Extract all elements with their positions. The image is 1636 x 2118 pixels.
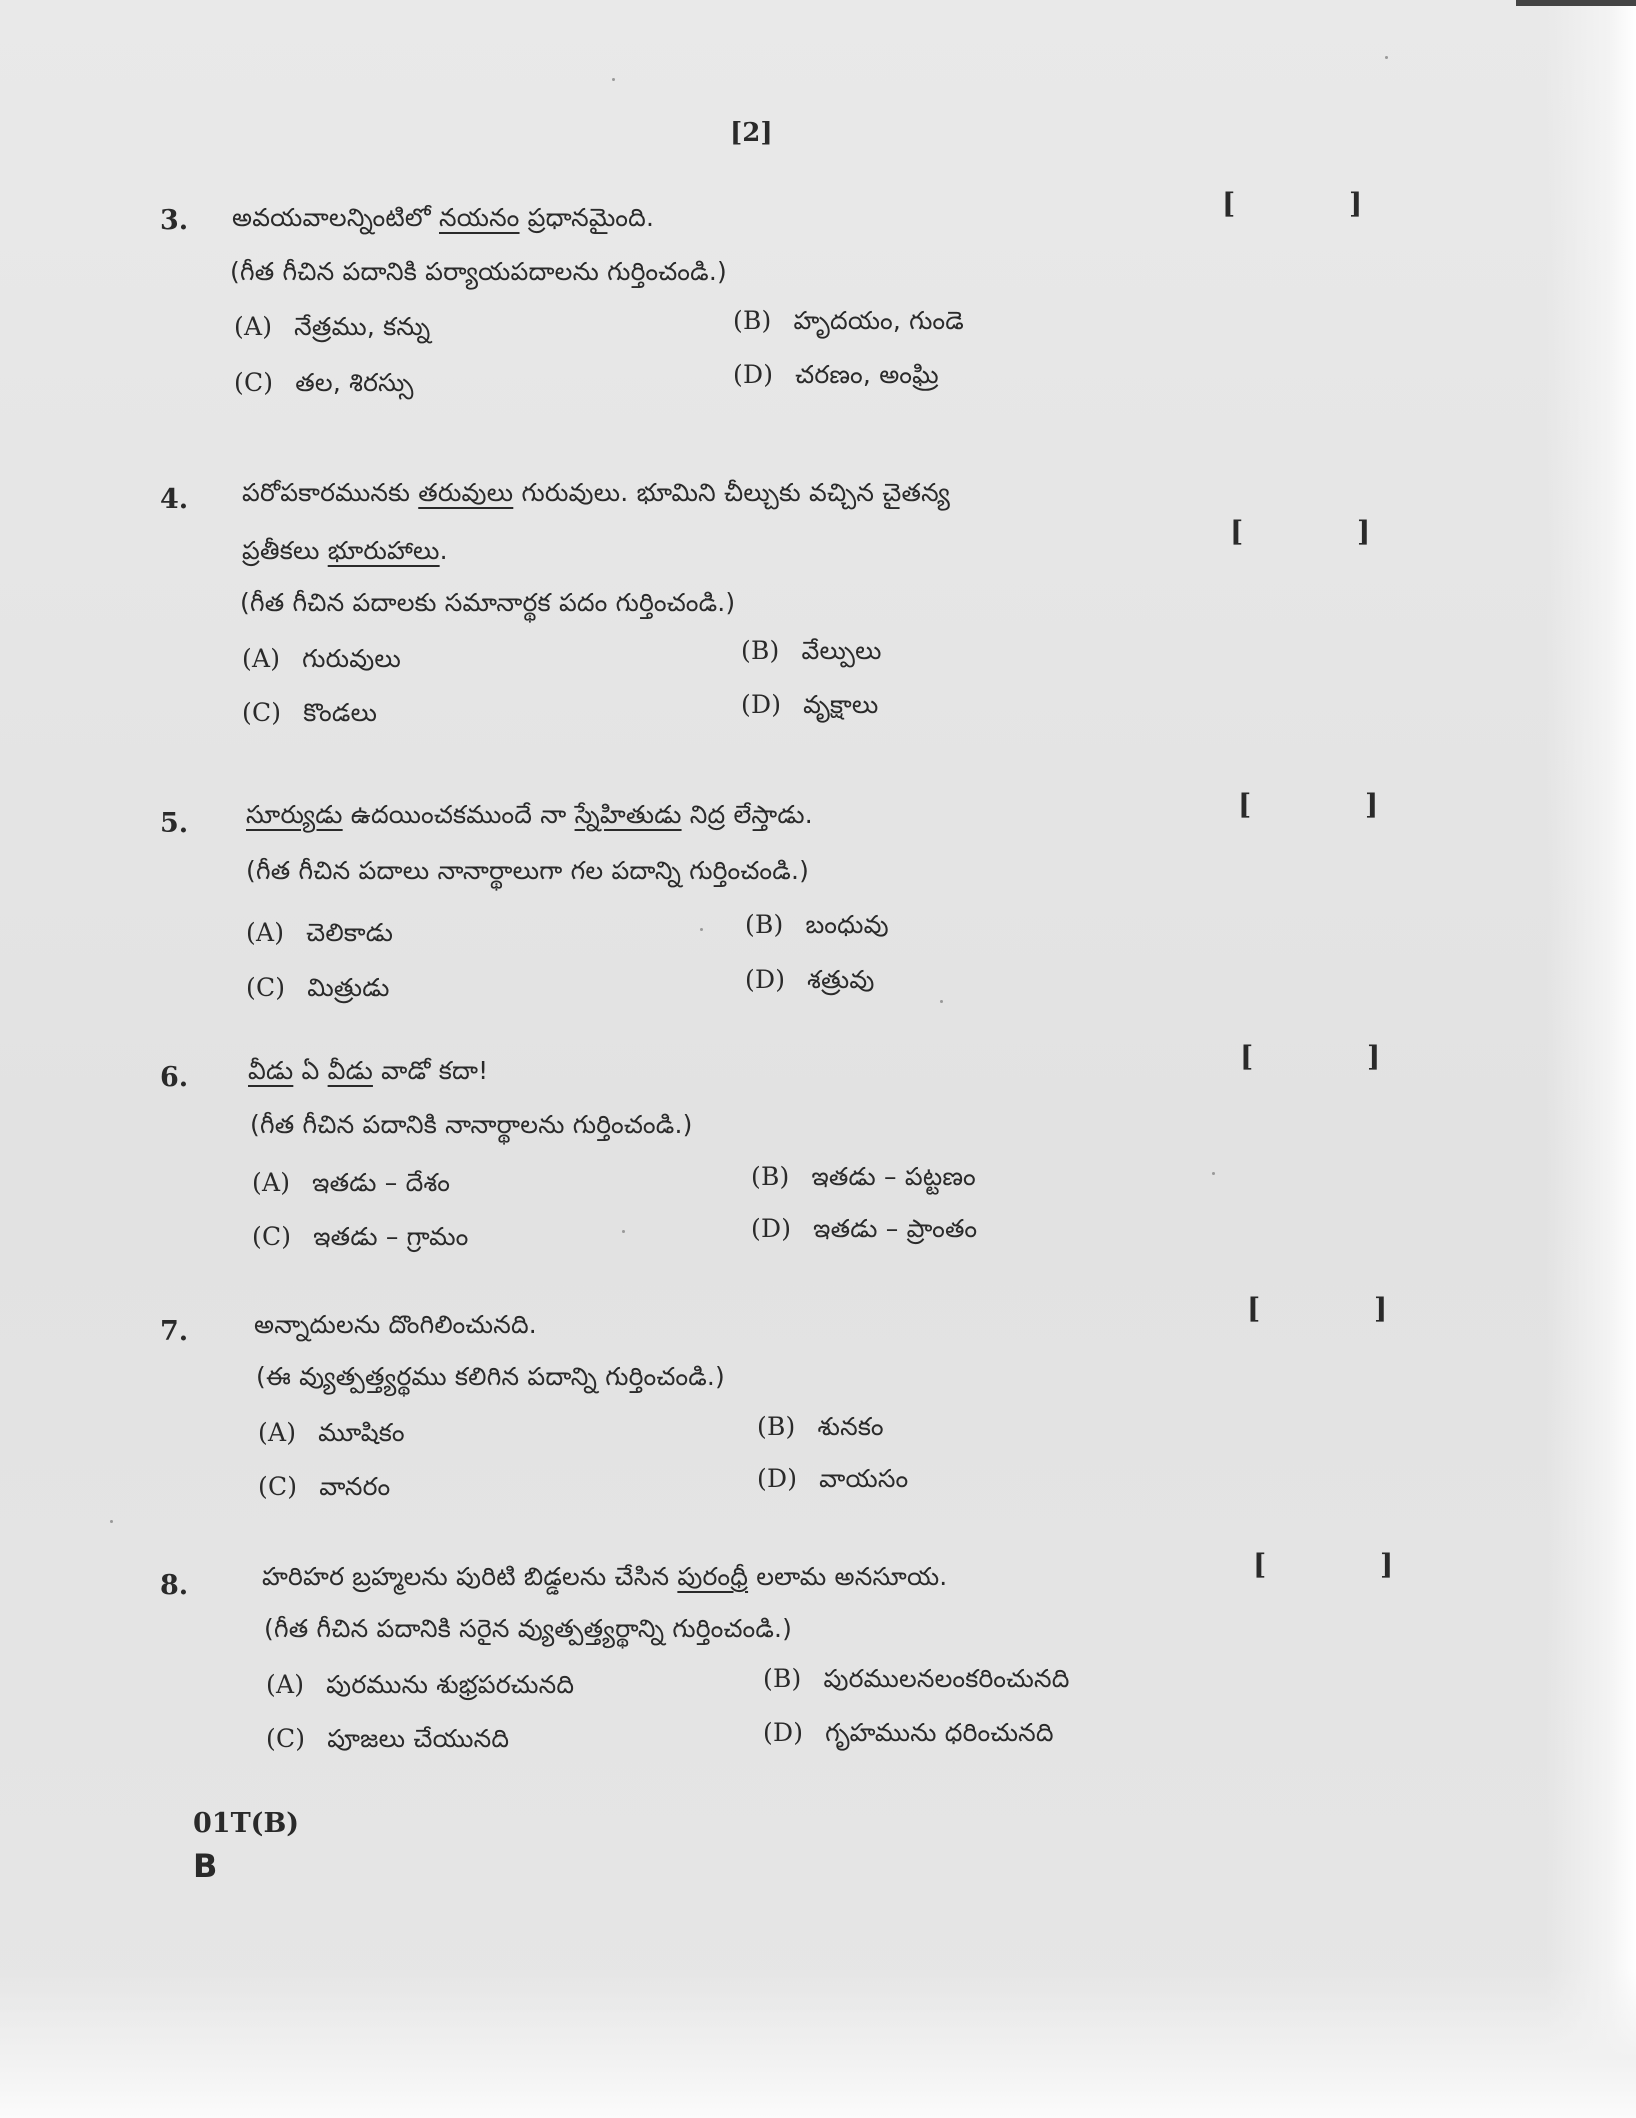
option-c[interactable]: (C) తల, శిరస్సు (234, 368, 414, 397)
option-d[interactable]: (D) వృక్షాలు (741, 690, 879, 719)
page-bottom-fade (0, 1968, 1636, 2118)
answer-bracket[interactable]: [ ] (1240, 1040, 1433, 1073)
question-instruction: (గీత గీచిన పదానికి సరైన వ్యుత్పత్త్యర్థాన్ని గుర్తించండి.) (264, 1614, 793, 1643)
question-number: 6. (160, 1062, 189, 1093)
scan-speck (940, 1000, 943, 1003)
option-a[interactable]: (A) నేత్రము, కన్ను (234, 312, 431, 341)
scan-speck (612, 78, 615, 81)
answer-bracket[interactable]: [ ] (1253, 1548, 1446, 1581)
page-edge-shadow (1546, 0, 1636, 2118)
question-instruction: (గీత గీచిన పదాలు నానార్థాలుగా గల పదాన్ని గుర్తించండి.) (246, 856, 810, 885)
option-c[interactable]: (C) కొండలు (242, 698, 378, 727)
question-text: వీడు ఏ వీడు వాడో కదా! (248, 1056, 489, 1085)
option-c[interactable]: (C) వానరం (258, 1472, 391, 1501)
underlined-word: తరువులు (418, 478, 514, 507)
question-text: పరోపకారమునకు తరువులు గురువులు. భూమిని చీల్చుకు వచ్చిన చైతన్య (242, 478, 951, 507)
question-instruction: (ఈ వ్యుత్పత్త్యర్థము కలిగిన పదాన్ని గుర్తించండి.) (256, 1362, 725, 1391)
page-number: [2] (730, 118, 773, 148)
option-b[interactable]: (B) హృదయం, గుండె (733, 306, 964, 335)
option-a[interactable]: (A) మూషికం (258, 1418, 405, 1447)
question-text-line-2: ప్రతీకలు భూరుహాలు. (242, 536, 448, 565)
underlined-word: నయనం (439, 203, 520, 232)
scan-speck (700, 928, 703, 931)
underlined-word: స్నేహితుడు (574, 800, 682, 829)
answer-bracket[interactable]: [ ] (1247, 1292, 1440, 1325)
underlined-word: పురంధ్రీ (677, 1562, 749, 1591)
option-c[interactable]: (C) పూజలు చేయునది (266, 1724, 510, 1753)
paper-set-letter: B (193, 1847, 218, 1885)
scan-speck (110, 1520, 113, 1523)
question-number: 4. (160, 484, 189, 515)
option-d[interactable]: (D) చరణం, అంఘ్రి (733, 360, 939, 389)
question-text: అన్నాదులను దొంగిలించునది. (254, 1310, 537, 1339)
question-number: 8. (160, 1570, 189, 1601)
question-instruction: (గీత గీచిన పదాలకు సమానార్థక పదం గుర్తించండి.) (240, 588, 736, 617)
option-b[interactable]: (B) శునకం (757, 1412, 884, 1441)
option-d[interactable]: (D) ఇతడు – ప్రాంతం (751, 1214, 978, 1243)
option-b[interactable]: (B) వేల్పులు (741, 636, 882, 665)
option-d[interactable]: (D) శత్రువు (745, 965, 875, 994)
option-b[interactable]: (B) ఇతడు – పట్టణం (751, 1162, 976, 1191)
question-text: సూర్యుడు ఉదయించకముందే నా స్నేహితుడు నిద్ర లేస్తాడు. (246, 800, 813, 829)
option-a[interactable]: (A) చెలికాడు (246, 918, 394, 947)
answer-bracket[interactable]: [ ] (1230, 515, 1423, 548)
scan-edge-mark (1516, 0, 1636, 6)
question-text: అవయవాలన్నింటిలో నయనం ప్రధానమైంది. (232, 203, 655, 232)
question-instruction: (గీత గీచిన పదానికి పర్యాయపదాలను గుర్తించండి.) (230, 257, 727, 286)
option-c[interactable]: (C) ఇతడు – గ్రామం (252, 1222, 469, 1251)
answer-bracket[interactable]: [ ] (1238, 788, 1431, 821)
question-text: హరిహర బ్రహ్మలను పురిటి బిడ్డలను చేసిన పురంధ్రీ లలామ అనసూయ. (262, 1562, 948, 1591)
underlined-word: భూరుహాలు (327, 536, 440, 565)
option-a[interactable]: (A) గురువులు (242, 644, 401, 673)
question-instruction: (గీత గీచిన పదానికి నానార్థాలను గుర్తించండి.) (250, 1110, 693, 1139)
underlined-word: వీడు (327, 1056, 373, 1085)
option-b[interactable]: (B) బంధువు (745, 910, 889, 939)
answer-bracket[interactable]: [ ] (1222, 187, 1415, 220)
option-a[interactable]: (A) పురమును శుభ్రపరచునది (266, 1670, 575, 1699)
option-b[interactable]: (B) పురములనలంకరించునది (763, 1664, 1070, 1693)
option-d[interactable]: (D) గృహమును ధరించునది (763, 1718, 1054, 1747)
underlined-word: వీడు (248, 1056, 294, 1085)
paper-code: 01T(B) (193, 1808, 300, 1839)
question-number: 7. (160, 1316, 189, 1347)
scan-speck (1212, 1172, 1215, 1175)
option-d[interactable]: (D) వాయసం (757, 1464, 909, 1493)
scan-speck (1385, 56, 1388, 59)
scan-speck (622, 1230, 625, 1233)
option-c[interactable]: (C) మిత్రుడు (246, 973, 390, 1002)
underlined-word: సూర్యుడు (246, 800, 343, 829)
option-a[interactable]: (A) ఇతడు – దేశం (252, 1168, 451, 1197)
question-number: 5. (160, 808, 189, 839)
question-number: 3. (160, 205, 189, 236)
